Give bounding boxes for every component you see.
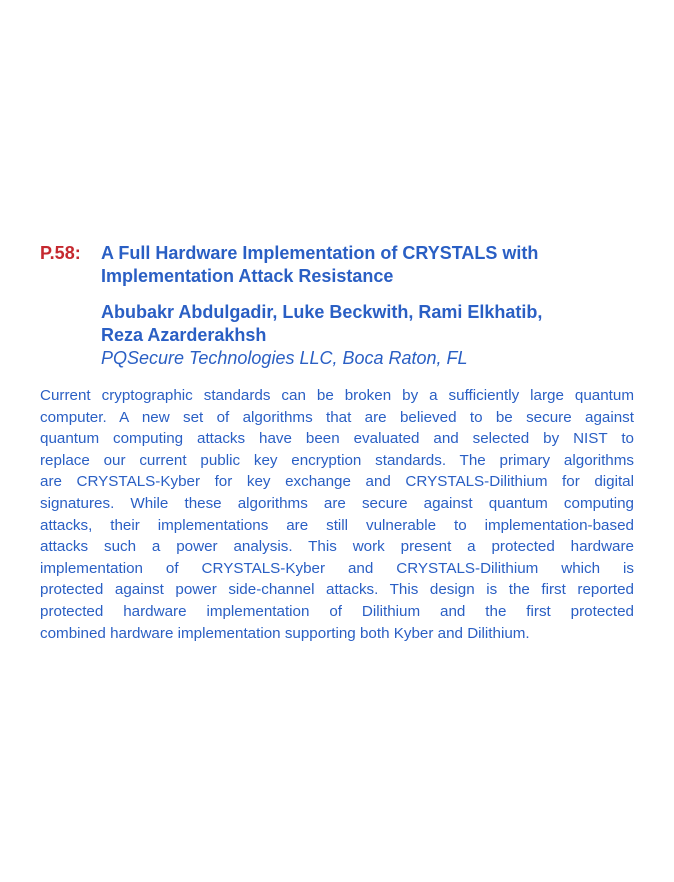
abstract-line: protected hardware implementation of Dilithium and the first protected	[40, 602, 634, 620]
title-line: Implementation Attack Resistance	[101, 266, 394, 286]
author-line: Reza Azarderakhsh	[101, 325, 267, 345]
title-line: A Full Hardware Implementation of CRYSTALS with	[101, 243, 539, 263]
abstract-line: attacks such a power analysis. This work present a protected hardware	[40, 538, 634, 556]
abstract-line: Current cryptographic standards can be broken by a sufficiently large quantum	[40, 387, 634, 404]
abstract-line: combined hardware implementation supporting both Kyber and Dilithium.	[40, 624, 530, 642]
affiliation: PQSecure Technologies LLC, Boca Raton, FL	[101, 348, 468, 368]
abstract-line: replace our current public key encryption standards. The primary algorithms	[40, 451, 634, 469]
abstract-line: implementation of CRYSTALS-Kyber and CRYSTALS-Dilithium which is	[40, 559, 634, 577]
abstract-body	[40, 385, 634, 644]
abstract-line: signatures. While these algorithms are secure against quantum computing	[40, 494, 634, 512]
author-list	[101, 301, 641, 347]
abstract-line: attacks, their implementations are still vulnerable to implementation-based	[40, 516, 634, 534]
abstract-line: are CRYSTALS-Kyber for key exchange and CRYSTALS-Dilithium for digital	[40, 473, 634, 491]
abstract-line: computer. A new set of algorithms that are believed to be secure against	[40, 408, 634, 426]
abstract-line: protected against power side-channel attacks. This design is the first reported	[40, 581, 634, 599]
poster-title	[101, 242, 641, 288]
abstract-line: quantum computing attacks have been evaluated and selected by NIST to	[40, 430, 634, 448]
author-line: Abubakr Abdulgadir, Luke Beckwith, Rami Elkhatib,	[101, 302, 543, 322]
poster-id: P.58:	[40, 243, 81, 263]
